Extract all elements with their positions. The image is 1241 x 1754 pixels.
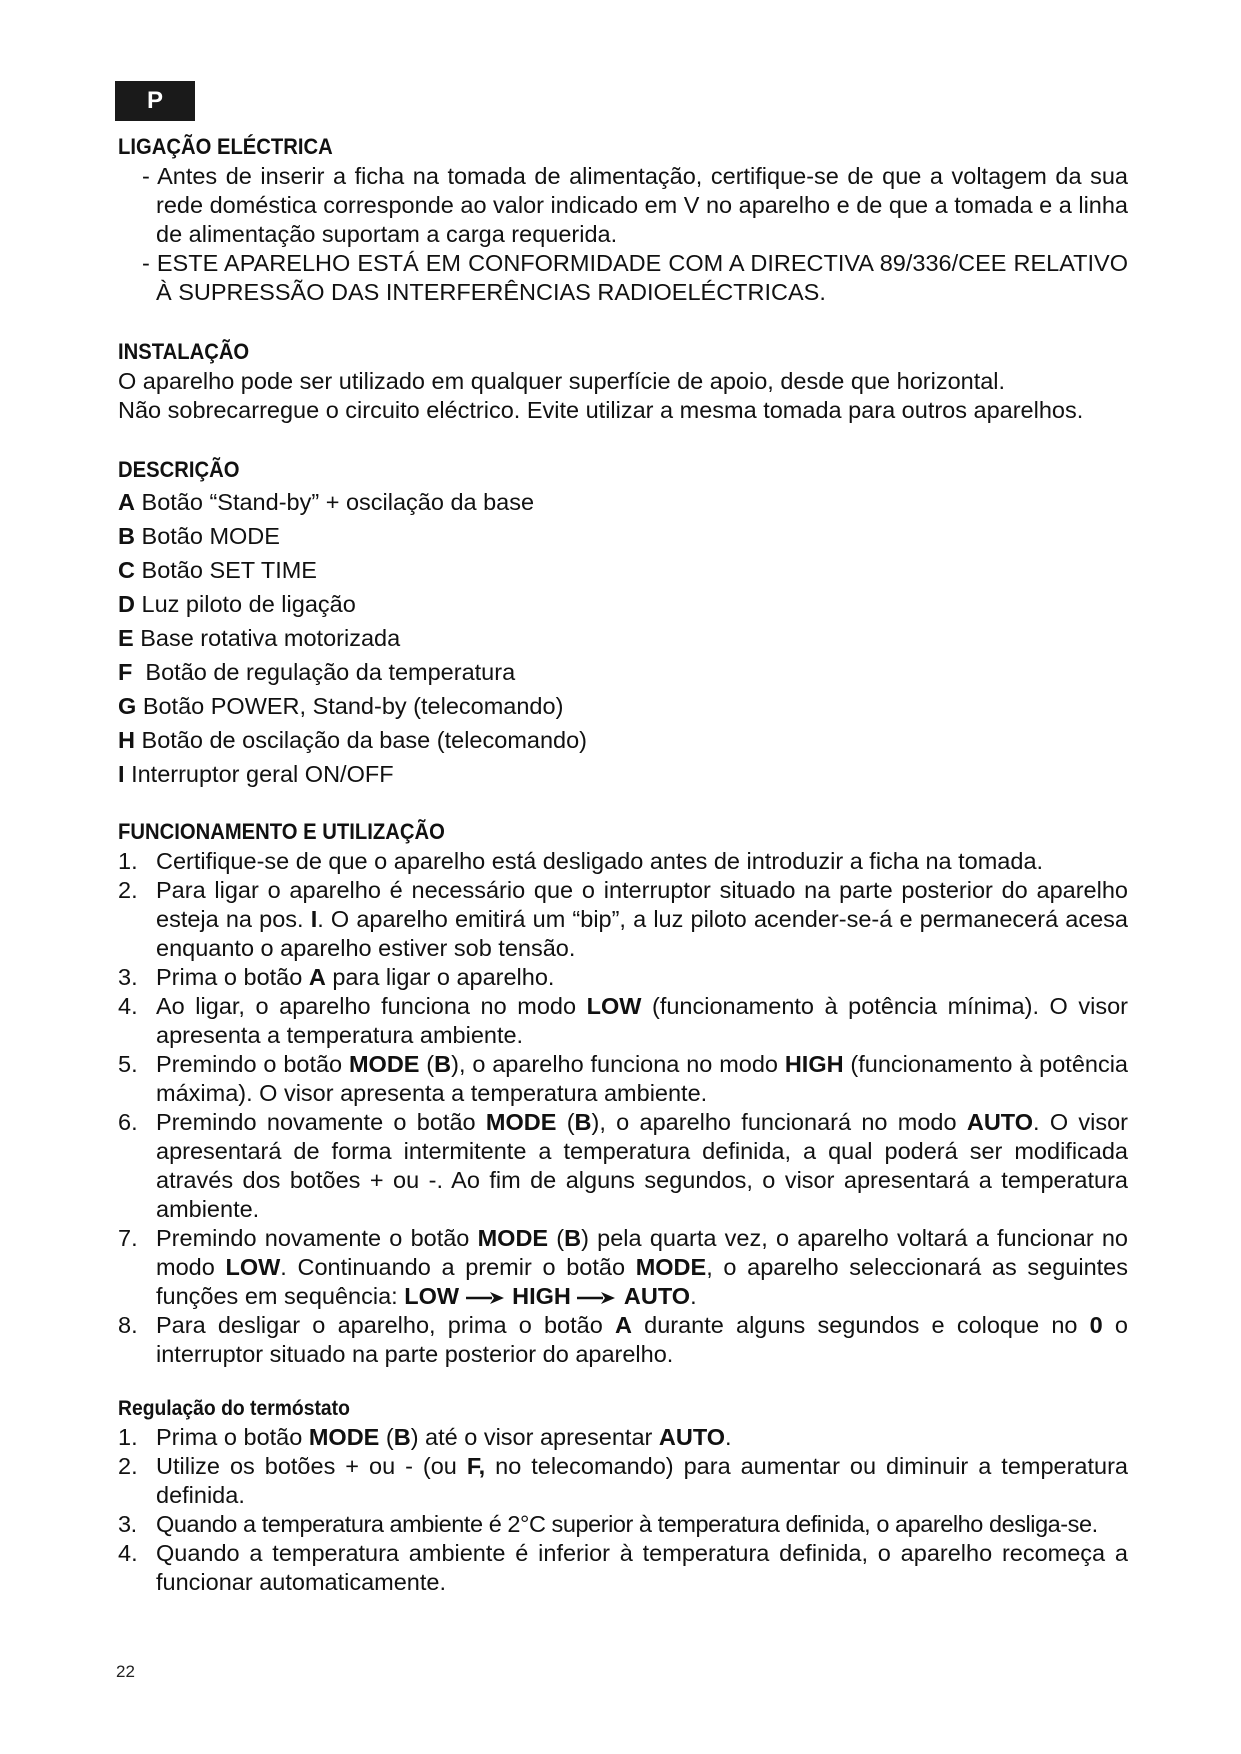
list-item: E Base rotativa motorizada	[118, 625, 401, 651]
bullet-directive: - ESTE APARELHO ESTÁ EM CONFORMIDADE COM A DIRECTIVA 89/336/CEE RELATIVO À SUPRESSÃO DAS INTERFERÊNCIAS RADIOELÉCTRICAS.	[142, 250, 1128, 305]
arrow-right-icon	[577, 1291, 617, 1305]
section-installation	[118, 337, 1128, 425]
section-thermostat	[118, 1395, 1128, 1597]
list-item: D Luz piloto de ligação	[118, 591, 356, 617]
section-description	[118, 455, 1128, 791]
thermostat-steps	[118, 1423, 1128, 1597]
list-item: F Botão de regulação da temperatura	[118, 659, 516, 685]
section-title: LIGAÇÃO ELÉCTRICA	[118, 134, 333, 159]
list-item: B Botão MODE	[118, 523, 280, 549]
list-item: 2. Utilize os botões + ou - (ou F, no telecomando) para aumentar ou diminuir a temperatura definida.	[118, 1453, 1128, 1508]
description-list	[118, 485, 1128, 791]
operation-steps	[118, 847, 1128, 1369]
list-item: 1. Prima o botão MODE (B) até o visor apresentar AUTO.	[118, 1424, 732, 1450]
list-item: G Botão POWER, Stand-by (telecomando)	[118, 693, 564, 719]
mode-high: HIGH	[512, 1283, 571, 1309]
arrow-right-icon	[466, 1291, 506, 1305]
list-item: A Botão “Stand-by” + oscilação da base	[118, 489, 535, 515]
list-item: 5. Premindo o botão MODE (B), o aparelho funciona no modo HIGH (funcionamento à potência máxima). O visor apresenta a temperatura ambiente.	[118, 1051, 1128, 1106]
list-item: 8. Para desligar o aparelho, prima o botão A durante alguns segundos e coloque no 0 o interruptor situado na parte posterior do aparelho.	[118, 1312, 1128, 1367]
list-item: 7. Premindo novamente o botão MODE (B) pela quarta vez, o aparelho voltará a funcionar no modo LOW. Continuando a premir o botão MODE, o aparelho seleccionará as seguintes funções em sequência: LOW HIGH AUTO.	[118, 1225, 1129, 1309]
page-content	[118, 132, 1128, 1597]
paragraph: Não sobrecarregue o circuito eléctrico. Evite utilizar a mesma tomada para outros aparelhos.	[118, 397, 1084, 423]
paragraph: O aparelho pode ser utilizado em qualquer superfície de apoio, desde que horizontal.	[118, 368, 1006, 394]
list-item: 6. Premindo novamente o botão MODE (B), o aparelho funcionará no modo AUTO. O visor apresentará de forma intermitente a temperatura definida, a qual poderá ser modificada através dos botões + ou -. Ao fim de alguns segundos, o visor apresentará a temperatura ambiente.	[118, 1109, 1129, 1222]
bullet-voltage: - Antes de inserir a ficha na tomada de alimentação, certifique-se de que a voltagem da sua rede doméstica corresponde ao valor indicado em V no aparelho e de que a tomada e a linha de alimentação suportam a carga requerida.	[142, 163, 1128, 247]
list-item: H Botão de oscilação da base (telecomando)	[118, 727, 587, 753]
list-item: 4. Quando a temperatura ambiente é inferior à temperatura definida, o aparelho recomeça a funcionar automaticamente.	[118, 1540, 1128, 1595]
subsection-title: Regulação do termóstato	[118, 1397, 350, 1420]
section-electrical-connection	[118, 132, 1128, 307]
section-title: FUNCIONAMENTO E UTILIZAÇÃO	[118, 819, 445, 844]
list-item: 3. Prima o botão A para ligar o aparelho.	[118, 964, 555, 990]
list-item: 4. Ao ligar, o aparelho funciona no modo LOW (funcionamento à potência mínima). O visor apresenta a temperatura ambiente.	[118, 993, 1128, 1048]
list-item: 1. Certifique-se de que o aparelho está desligado antes de introduzir a ficha na tomada.	[118, 848, 1044, 874]
list-item: 3. Quando a temperatura ambiente é 2°C superior à temperatura definida, o aparelho desliga-se.	[118, 1511, 1098, 1537]
page-number: 22	[116, 1662, 135, 1681]
list-item: I Interruptor geral ON/OFF	[118, 761, 394, 787]
section-title: INSTALAÇÃO	[118, 339, 250, 364]
section-operation	[118, 817, 1128, 1369]
list-item: 2. Para ligar o aparelho é necessário que o interruptor situado na parte posterior do aparelho esteja na pos. I. O aparelho emitirá um “bip”, a luz piloto acender-se-á e permanecerá acesa enquanto o aparelho estiver sob tensão.	[118, 877, 1128, 961]
section-title: DESCRIÇÃO	[118, 457, 240, 482]
mode-auto: AUTO	[623, 1283, 691, 1309]
language-tab: P	[115, 81, 195, 121]
list-item: C Botão SET TIME	[118, 557, 317, 583]
mode-low: LOW	[404, 1283, 460, 1309]
